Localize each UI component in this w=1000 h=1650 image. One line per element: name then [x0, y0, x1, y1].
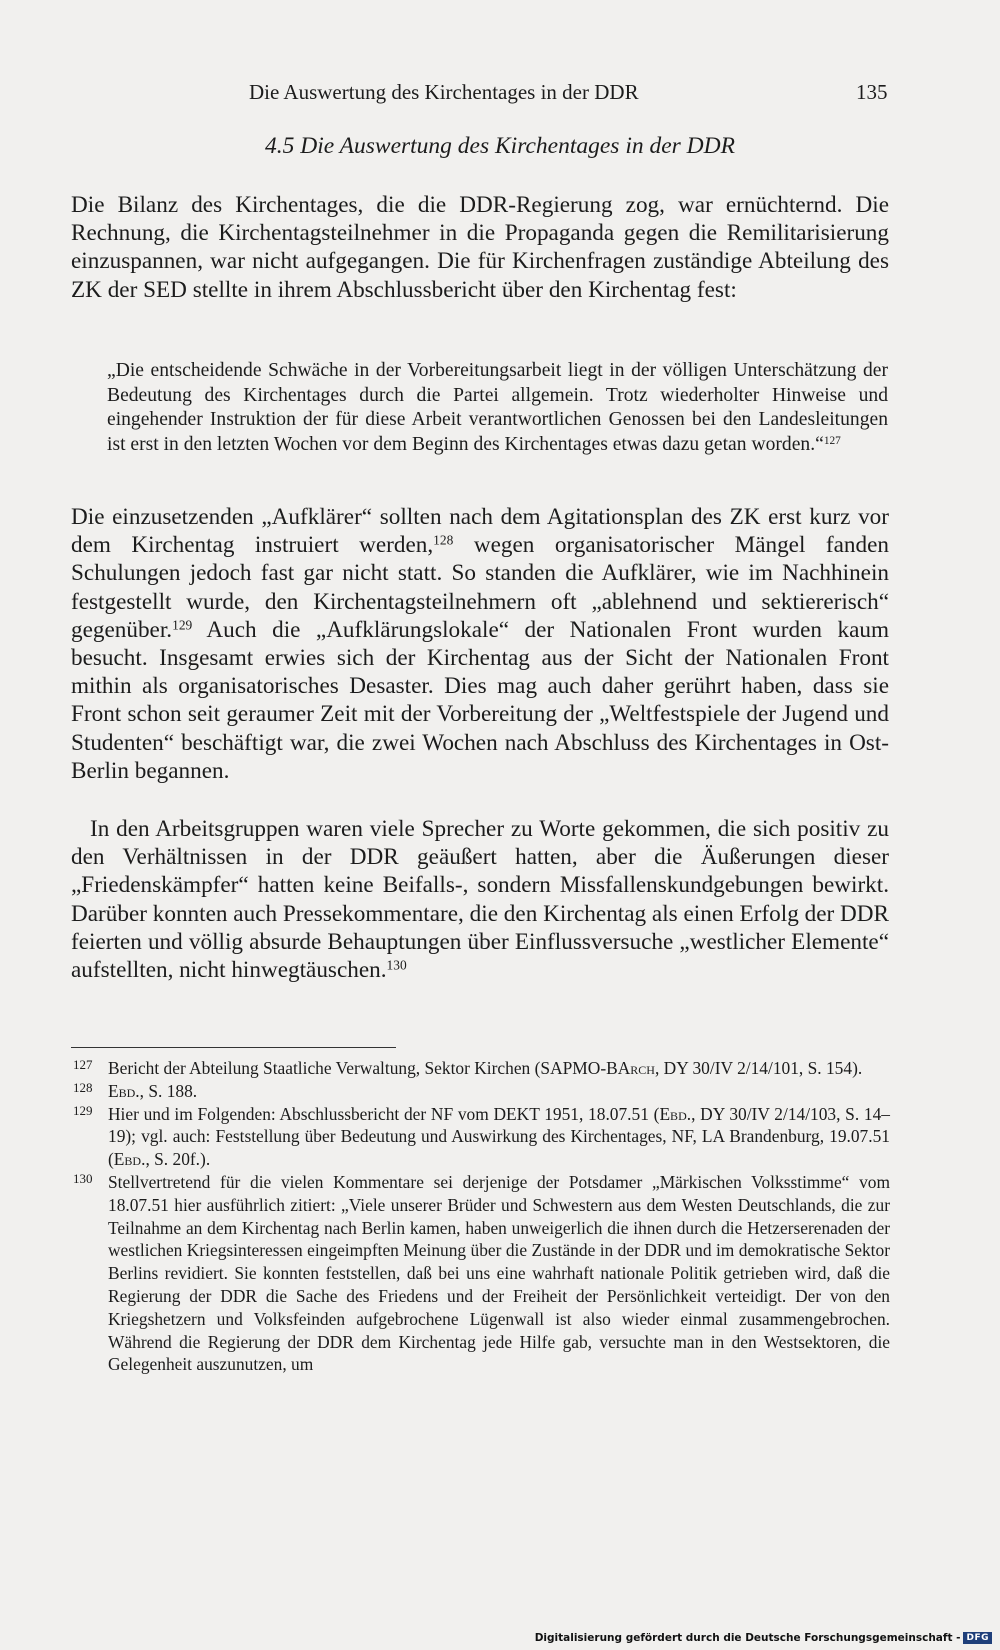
footnote-text: , DY 30/IV 2/14/101, S. 154). [654, 1058, 863, 1078]
footnote-number: 129 [73, 1102, 93, 1118]
footnote-text: , S. 20f.). [145, 1149, 211, 1170]
footnote-ref: 130 [386, 957, 407, 973]
paragraph-text: Die einzusetzenden „Aufklärer“ sollten nach dem Agitationsplan des ZK erst kurz vor dem Kirchentag instruiert werden, [71, 504, 889, 559]
running-head: Die Auswertung des Kirchentages in der DDR [249, 80, 639, 104]
footnote [71, 1057, 890, 1080]
footnote [71, 1103, 890, 1171]
footnote-text: Ebd. [659, 1103, 692, 1124]
footnote-text: Stellvertretend für die vielen Kommentare sei derjenige der Potsdamer „Märkischen Volksstimme“ vom 18.07.51 hier ausführlich zitiert: „Viele unserer Brüder und Schwestern aus dem Westen Deutschlands, die zur Teilnahme an dem Kirchentag nach Berlin kamen, haben unweigerlich die ihnen durch die Hetzerserenaden der westlichen Kriegsinteressen eingeimpften Meinung über die Zustände in der DDR und im demokratische Sektor Berlins revidiert. Sie konnten feststellen, daß bei uns eine wahrhaft nationale Politik getrieben wird, daß die Regierung der DDR die Sache des Friedens und der Freiheit der Persönlichkeit verteidigt. Der von den Kriegshetzern und Volksfeinden aufgebrochene Lügenwall ist also wieder einmal zusammengebrochen. Während die Regierung der DDR dem Kirchentag jede Hilfe gab, versuchte man in den Westsektoren, die Gelegenheit auszunutzen, um [108, 1171, 890, 1375]
footnote-divider [71, 1047, 396, 1048]
footnote-number: 127 [73, 1057, 93, 1072]
paragraph-arbeitsgruppen [71, 815, 889, 984]
footnote-ref: 127 [823, 434, 841, 447]
footnote-text: , DY 30/IV 2/14/103, S. 14–19); vgl. auch: Feststellung über Bedeutung und Auswirkung des Kirchentages, NF, LA Brandenburg, 19.07.51 ( [108, 1103, 890, 1170]
paragraph-text: wegen organisatorischer Mängel fanden Schulungen jedoch fast gar nicht statt. So standen die Aufklärer, wie im Nachhinein festgestellt wurde, den Kirchentagsteilnehmern oft „ablehnend und sektiererisch“ gegenüber. [71, 532, 889, 643]
paragraph-aufklaerer [71, 503, 889, 785]
paragraph-intro: Die Bilanz des Kirchentages, die die DDR-Regierung zog, war ernüchternd. Die Rechnung, die Kirchentagsteilnehmer in die Propaganda gegen die Remilitarisierung einzuspannen, war nicht aufgegangen. Die für Kirchenfragen zuständige Abteilung des ZK der SED stellte in ihrem Abschlussbericht über den Kirchentag fest: [71, 192, 889, 303]
footnote-text: Bericht der Abteilung Staatliche Verwaltung, Sektor Kirchen (SAPMO-BA [108, 1058, 631, 1078]
footnote-text: , S. 188. [139, 1080, 198, 1101]
footnote-ref: 129 [172, 617, 193, 633]
quote-text: „Die entscheidende Schwäche in der Vorbereitungsarbeit liegt in der völligen Unterschätzung der Bedeutung des Kirchentages durch die Partei allgemein. Trotz wiederholter Hinweise und eingehender Instruktion der für diese Arbeit verantwortlichen Genossen bei den Landesleitungen ist erst in den letzten Wochen vor dem Beginn des Kirchentages etwas dazu getan worden.“ [107, 360, 888, 455]
footnote [71, 1171, 890, 1376]
paragraph-text: In den Arbeitsgruppen waren viele Sprecher zu Worte gekommen, die sich positiv zu den Verhältnissen in der DDR geäußert hatten, aber die Äußerungen dieser „Friedenskämpfer“ hatten keine Beifalls-, sondern Missfallenskundgebungen bewirkt. Darüber konnten auch Pressekommentare, die den Kirchentag als einen Erfolg der DDR feierten und völlig absurde Behauptungen über Einflussversuche „westlicher Elemente“ aufstellten, nicht hinwegtäuschen. [71, 816, 889, 984]
digitization-text: Digitalisierung gefördert durch die Deutsche Forschungsgemeinschaft - [534, 1632, 961, 1644]
footnote-text: rch [630, 1058, 655, 1078]
digitization-notice [535, 1632, 992, 1644]
footnote-number: 128 [73, 1079, 93, 1095]
page-number: 135 [856, 80, 888, 104]
footnote-number: 130 [73, 1170, 93, 1186]
footnote-text: Hier und im Folgenden: Abschlussbericht der NF vom DEKT 1951, 18.07.51 ( [108, 1103, 660, 1124]
footnotes [71, 1057, 890, 1376]
footnote-ref: 128 [433, 532, 454, 548]
section-title: 4.5 Die Auswertung des Kirchentages in der DDR [265, 133, 735, 159]
footnote-text: Ebd. [113, 1149, 146, 1170]
paragraph-text: Auch die „Aufklärungslokale“ der Nationalen Front wurden kaum besucht. Insgesamt erwies sich der Kirchentag aus der Sicht der Nationalen Front mithin als organisatorisches Desaster. Dies mag auch daher gerührt haben, dass sie Front schon seit geraumer Zeit mit der Vorbereitung der „Weltfestspiele der Jugend und Studenten“ beschäftigt war, die zwei Wochen nach Abschluss des Kirchentages in Ost-Berlin begannen. [71, 616, 889, 784]
footnote-text: Ebd. [108, 1080, 140, 1101]
footnote [71, 1080, 890, 1103]
block-quote [107, 359, 888, 457]
dfg-logo-icon: DFG [963, 1632, 992, 1644]
